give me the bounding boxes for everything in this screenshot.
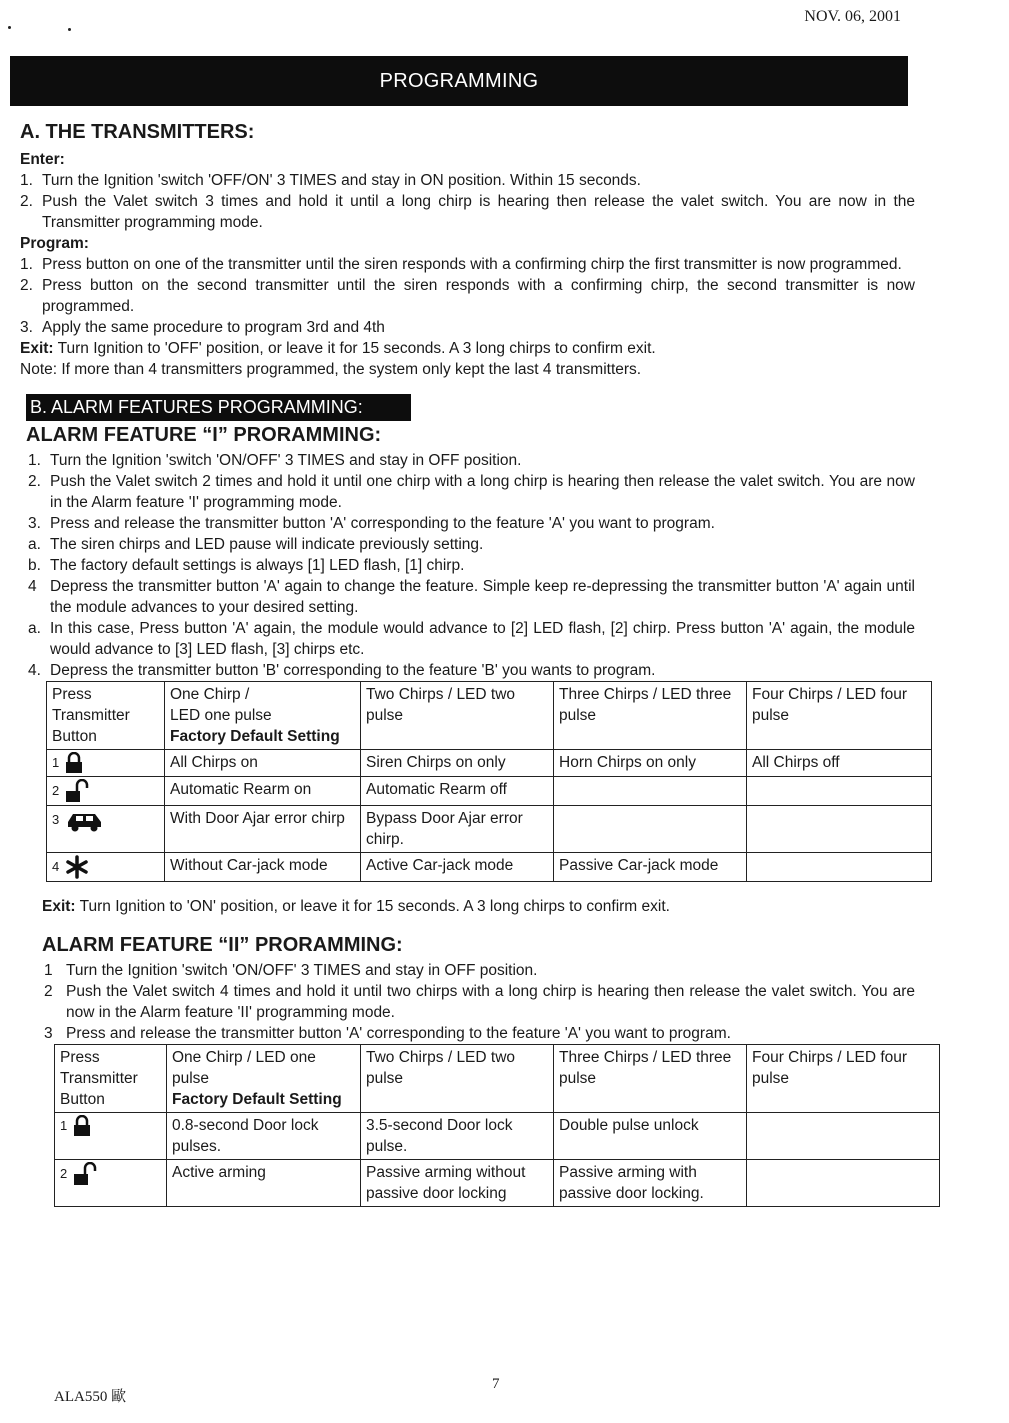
feature-1-exit: Exit: Turn Ignition to 'ON' position, or leave it for 15 seconds. A 3 long chirps to confirm exit. bbox=[42, 898, 670, 915]
scan-speck bbox=[68, 28, 71, 31]
table-cell: 3.5-second Door lock pulse. bbox=[361, 1113, 554, 1160]
list-item: 1. Press button on one of the transmitter until the siren responds with a confirming chirp the first transmitter is now programmed. bbox=[20, 256, 902, 273]
table-row bbox=[47, 750, 932, 777]
table-row bbox=[47, 853, 932, 882]
header-cell: One Chirp / LED one pulse Factory Default Setting bbox=[165, 682, 361, 750]
list-item: 1. Turn the Ignition 'switch 'ON/OFF' 3 TIMES and stay in OFF position. bbox=[28, 452, 522, 469]
table-cell: Without Car-jack mode bbox=[165, 853, 361, 882]
scan-speck bbox=[8, 26, 11, 29]
table-header-row bbox=[55, 1045, 940, 1113]
list-item: 2. Push the Valet switch 2 times and hold it until one chirp with a long chirp is hearing then release the valet switch. You are now in the Alarm feature 'I' programming mode. bbox=[28, 473, 915, 511]
list-item: 2 Push the Valet switch 4 times and hold it until two chirps with a long chirp is hearing then release the valet switch. You are now in the Alarm feature 'II' programming mode. bbox=[44, 983, 915, 1021]
header-cell: Four Chirps / LED four pulse bbox=[747, 682, 932, 750]
table-cell bbox=[747, 853, 932, 882]
section-a-title: A. THE TRANSMITTERS: bbox=[20, 121, 255, 143]
header-cell: Three Chirps / LED three pulse bbox=[554, 682, 747, 750]
feature-2-title: ALARM FEATURE “II” PRORAMMING: bbox=[42, 934, 403, 956]
table-cell: Siren Chirps on only bbox=[361, 750, 554, 777]
table-cell: All Chirps off bbox=[747, 750, 932, 777]
table-cell: Automatic Rearm on bbox=[165, 777, 361, 806]
note-line: Note: If more than 4 transmitters programmed, the system only kept the last 4 transmitters. bbox=[20, 361, 642, 378]
button-cell: 2 bbox=[47, 777, 165, 806]
list-item: 3 Press and release the transmitter button 'A' corresponding to the feature 'A' you want to program. bbox=[44, 1025, 731, 1042]
list-item: 4. Depress the transmitter button 'B' corresponding to the feature 'B' you wants to program. bbox=[28, 662, 656, 679]
button-cell: 1 bbox=[47, 750, 165, 777]
section-b-bar: B. ALARM FEATURES PROGRAMMING: bbox=[26, 394, 411, 421]
table-row bbox=[47, 806, 932, 853]
list-item: 2. Press button on the second transmitter until the siren responds with a confirming chirp, the second transmitter is now programmed. bbox=[20, 277, 915, 315]
feature-2-list bbox=[20, 960, 915, 1044]
table-cell: Passive Car-jack mode bbox=[554, 853, 747, 882]
table-cell: All Chirps on bbox=[165, 750, 361, 777]
program-label: Program: bbox=[20, 235, 89, 252]
table-cell: Active Car-jack mode bbox=[361, 853, 554, 882]
table-row bbox=[47, 777, 932, 806]
program-list bbox=[20, 254, 915, 338]
list-item: a. In this case, Press button 'A' again, the module would advance to [2] LED flash, [2] chirp. Press button 'A' again, the module would advance to [3] LED flash, [3] chirps etc. bbox=[28, 620, 915, 658]
table-cell bbox=[554, 806, 747, 853]
programming-banner: PROGRAMMING bbox=[10, 56, 908, 106]
list-item: 3. Apply the same procedure to program 3rd and 4th bbox=[20, 319, 385, 336]
button-cell: 3 bbox=[47, 806, 165, 853]
feature-1-list bbox=[20, 450, 915, 681]
header-cell: One Chirp / LED one pulse Factory Default Setting bbox=[167, 1045, 361, 1113]
feature-1-title: ALARM FEATURE “I” PRORAMMING: bbox=[26, 424, 382, 446]
table-cell: Passive arming with passive door locking. bbox=[554, 1160, 747, 1207]
table-cell: 0.8-second Door lock pulses. bbox=[167, 1113, 361, 1160]
list-item: 1. Turn the Ignition 'switch 'OFF/ON' 3 TIMES and stay in ON position. Within 15 seconds. bbox=[20, 172, 641, 189]
header-cell: Two Chirps / LED two pulse bbox=[361, 1045, 554, 1113]
exit-line: Exit: Turn Ignition to 'OFF' position, or leave it for 15 seconds. A 3 long chirps to confirm exit. bbox=[20, 340, 656, 357]
table-cell bbox=[747, 777, 932, 806]
asterisk-icon bbox=[65, 855, 89, 879]
table-row bbox=[55, 1160, 940, 1207]
header-cell: Press Transmitter Button bbox=[55, 1045, 167, 1113]
table-cell bbox=[554, 777, 747, 806]
list-item: 3. Press and release the transmitter button 'A' corresponding to the feature 'A' you want to program. bbox=[28, 515, 715, 532]
list-item: 2. Push the Valet switch 3 times and hold it until a long chirp is hearing then release the valet switch. You are now in the Transmitter programming mode. bbox=[20, 193, 915, 231]
lock-icon bbox=[65, 752, 83, 774]
table-row bbox=[55, 1113, 940, 1160]
page-number: 7 bbox=[492, 1376, 500, 1392]
model-footer: ALA550 歐 bbox=[54, 1389, 127, 1405]
table-cell: Active arming bbox=[167, 1160, 361, 1207]
document-date: NOV. 06, 2001 bbox=[804, 8, 901, 25]
table-cell: With Door Ajar error chirp bbox=[165, 806, 361, 853]
table-header-row bbox=[47, 682, 932, 750]
table-cell bbox=[747, 1113, 940, 1160]
lock-icon bbox=[73, 1115, 91, 1137]
list-item: a. The siren chirps and LED pause will indicate previously setting. bbox=[28, 536, 484, 553]
list-item: 1 Turn the Ignition 'switch 'ON/OFF' 3 TIMES and stay in OFF position. bbox=[44, 962, 538, 979]
enter-list bbox=[20, 170, 915, 233]
car-icon bbox=[65, 808, 105, 832]
list-item: b. The factory default settings is always [1] LED flash, [1] chirp. bbox=[28, 557, 465, 574]
table-cell: Passive arming without passive door locking bbox=[361, 1160, 554, 1207]
enter-label: Enter: bbox=[20, 151, 65, 168]
feature-2-table bbox=[54, 1044, 940, 1207]
table-cell bbox=[747, 806, 932, 853]
content bbox=[20, 122, 915, 1207]
header-cell: Four Chirps / LED four pulse bbox=[747, 1045, 940, 1113]
header-cell: Two Chirps / LED two pulse bbox=[361, 682, 554, 750]
button-cell: 1 bbox=[55, 1113, 167, 1160]
table-cell: Bypass Door Ajar error chirp. bbox=[361, 806, 554, 853]
table-cell: Automatic Rearm off bbox=[361, 777, 554, 806]
table-cell: Double pulse unlock bbox=[554, 1113, 747, 1160]
feature-1-table bbox=[46, 681, 932, 882]
unlock-icon bbox=[73, 1162, 97, 1186]
button-cell: 2 bbox=[55, 1160, 167, 1207]
header-cell: Press Transmitter Button bbox=[47, 682, 165, 750]
table-cell bbox=[747, 1160, 940, 1207]
list-item: 4 Depress the transmitter button 'A' again to change the feature. Simple keep re-depressing the transmitter button 'A' again until the module advances to your desired setting. bbox=[28, 578, 915, 616]
table-cell: Horn Chirps on only bbox=[554, 750, 747, 777]
header-cell: Three Chirps / LED three pulse bbox=[554, 1045, 747, 1113]
unlock-icon bbox=[65, 779, 89, 803]
button-cell: 4 bbox=[47, 853, 165, 882]
